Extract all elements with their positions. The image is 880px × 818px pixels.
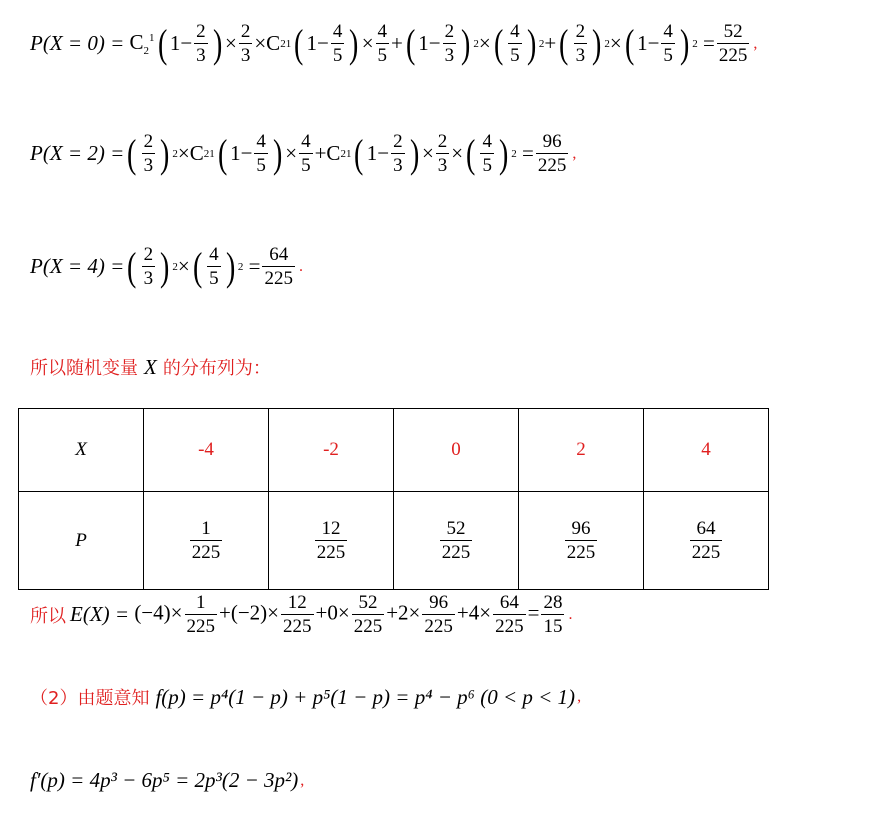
equation-p-x-2: P(X = 2) = ( $\frac{2}{3}$ ) 2 ×C 2 1 ( 1− $\frac{4}{5}$ ) × $\frac{4}{5}$ +C 2 1 ( 1− $\frac{2}{3}$ ) × $\frac{2}{3}$ × ( $\frac{4}{5}$ ) 2 = $\frac{96}{225}$ , bbox=[30, 130, 577, 176]
table-cell-p: $\frac{1}{225}$ bbox=[144, 492, 269, 590]
distribution-caption bbox=[30, 354, 271, 380]
eq1-lhs: P(X = 0) = bbox=[30, 31, 125, 55]
expectation-equation: 所以 E(X) = (−4)× $\frac{1}{225}$ +(−2)× $\frac{12}{225}$ +0× $\frac{52}{225}$ +2× $\frac{96}{225}$ +4× $\frac{64}{225}$ = $\frac{28}{15}$ . bbox=[30, 592, 573, 637]
expectation-lhs: E(X) = bbox=[70, 602, 130, 626]
derivative-line: f′(p) = 4p³ − 6p⁵ = 2p³(2 − 3p²) , bbox=[30, 768, 305, 792]
eq2-rhs-num: 96 bbox=[542, 131, 562, 152]
table-cell-p: $\frac{52}{225}$ bbox=[394, 492, 519, 590]
eq3-lhs: P(X = 4) = bbox=[30, 254, 125, 278]
part2-line: （2）由题意知 f(p) = p⁴(1 − p) + p⁵(1 − p) = p⁴ − p⁶ (0 < p < 1) , bbox=[30, 684, 582, 709]
expectation-result-num: 28 bbox=[543, 592, 563, 613]
table-cell-p: $\frac{96}{225}$ bbox=[519, 492, 644, 590]
caption-prefix: 所以随机变量 bbox=[30, 358, 138, 379]
table-cell-p: $\frac{64}{225}$ bbox=[644, 492, 769, 590]
table-cell-x: 4 bbox=[644, 409, 769, 492]
expectation-result-den: 15 bbox=[543, 616, 563, 637]
table-cell-x: -2 bbox=[269, 409, 394, 492]
table-header-p: P bbox=[19, 492, 144, 590]
distribution-table bbox=[18, 408, 769, 590]
expectation-prefix: 所以 bbox=[30, 605, 66, 627]
table-header-x: X bbox=[19, 409, 144, 492]
equation-p-x-0: P(X = 0) = $C_2^1$ ( 1− $\frac{2}{3}$ ) × $\frac{2}{3}$ ×C 2 1 ( 1− $\frac{4}{5}$ ) × $\frac{4}{5}$ + ( 1− $\frac{2}{3}$ ) 2 × ( $\frac{4}{5}$ ) 2 + ( $\frac{2}{3}$ ) 2 × ( 1− $\frac{4}{5}$ ) 2 = $\frac{52}{225}$ , bbox=[30, 20, 758, 66]
caption-suffix: 的分布列为： bbox=[162, 358, 271, 379]
part2-expression: f(p) = p⁴(1 − p) + p⁵(1 − p) = p⁴ − p⁶ (0 < p < 1) bbox=[155, 684, 576, 709]
table-row-p bbox=[19, 492, 769, 590]
eq2-rhs-den: 225 bbox=[537, 155, 567, 176]
eq1-rhs-den: 225 bbox=[718, 45, 748, 66]
table-cell-x: -4 bbox=[144, 409, 269, 492]
eq2-lhs: P(X = 2) = bbox=[30, 141, 125, 165]
part2-label: （2）由题意知 bbox=[30, 688, 150, 709]
derivative-expression: f′(p) = 4p³ − 6p⁵ = 2p³(2 − 3p²) bbox=[30, 768, 299, 792]
eq3-rhs-num: 64 bbox=[269, 244, 289, 265]
table-cell-p: $\frac{12}{225}$ bbox=[269, 492, 394, 590]
table-cell-x: 0 bbox=[394, 409, 519, 492]
eq3-rhs-den: 225 bbox=[264, 268, 293, 289]
caption-var: X bbox=[144, 354, 157, 379]
eq1-rhs-num: 52 bbox=[723, 21, 743, 42]
table-cell-x: 2 bbox=[519, 409, 644, 492]
table-row-x bbox=[19, 409, 769, 492]
equation-p-x-4: P(X = 4) = ( $\frac{2}{3}$ ) 2 × ( $\frac{4}{5}$ ) 2 = $\frac{64}{225}$ . bbox=[30, 243, 303, 289]
